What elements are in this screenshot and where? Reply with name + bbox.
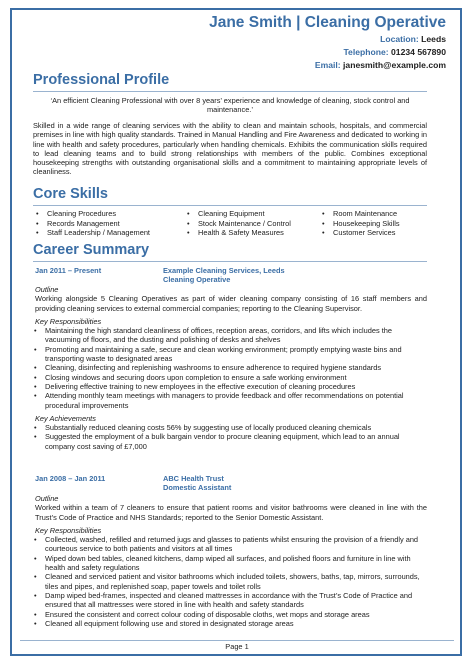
header bbox=[209, 14, 446, 71]
email-label: Email: bbox=[314, 60, 341, 70]
list-item: • Suggested the employment of a bulk bargain vendor to procure cleaning equipment, which lead to an annual company cost saving of £7,000 bbox=[33, 432, 427, 451]
job-2-dates: Jan 2008 – Jan 2011 bbox=[35, 474, 106, 483]
skill-item: • Records Management bbox=[35, 219, 150, 229]
skills-list bbox=[33, 209, 427, 239]
telephone-line bbox=[209, 47, 446, 58]
skills-rule bbox=[33, 205, 427, 206]
job-2-body bbox=[33, 494, 427, 628]
list-item: • Attending monthly team meetings with managers to provide feedback and offer recommendations on potential procedural improvements bbox=[33, 391, 427, 410]
list-item: • Delivering effective training to new employees in the effective execution of cleaning procedures bbox=[33, 382, 427, 391]
location-label: Location: bbox=[380, 34, 419, 44]
job-1-resp-label: Key Responsibilities bbox=[35, 316, 102, 326]
job-1-employer-block bbox=[163, 266, 285, 285]
list-item: • Damp wiped bed-frames, inspected and cleaned mattresses in accordance with the Trust’s Code of Practice and ensured that all mattresses were stored in line with health and safety standards bbox=[33, 591, 427, 610]
profile-rule bbox=[33, 91, 427, 92]
job-2-role: Domestic Assistant bbox=[163, 483, 232, 493]
job-1-body bbox=[33, 285, 427, 451]
career-heading: Career Summary bbox=[33, 242, 150, 258]
list-item: • Maintaining the high standard cleanliness of offices, reception areas, corridors, and lifts which includes the vacuuming of floors, and the dusting and polishing of desks and shelves bbox=[33, 326, 427, 345]
list-item: • Cleaned and serviced patient and visitor bathrooms which included toilets, showers, baths, tap, mirrors, surrounds, tiles and pipes, and replenished soap, paper towels and toilet rolls bbox=[33, 572, 427, 591]
skills-column-3 bbox=[321, 209, 400, 238]
job-1-ach-label: Key Achievements bbox=[35, 413, 96, 423]
skills-heading: Core Skills bbox=[33, 186, 108, 202]
skill-item: • Customer Services bbox=[321, 228, 400, 238]
job-1-header bbox=[33, 266, 427, 286]
job-2-header bbox=[33, 474, 427, 494]
list-item: • Wiped down bed tables, cleaned kitchens, damp wiped all surfaces, and polished floors and furniture in line with health and safety regulations bbox=[33, 554, 427, 573]
location-line bbox=[209, 34, 446, 45]
candidate-name: Jane Smith | Cleaning Operative bbox=[209, 14, 446, 31]
location-value: Leeds bbox=[421, 34, 446, 44]
job-2-resp-label: Key Responsibilities bbox=[35, 525, 102, 535]
profile-heading: Professional Profile bbox=[33, 72, 170, 88]
list-item: • Substantially reduced cleaning costs 56% by suggesting use of locally produced cleaning chemicals bbox=[33, 423, 427, 432]
skill-item: • Health & Safety Measures bbox=[186, 228, 291, 238]
skill-item: • Stock Maintenance / Control bbox=[186, 219, 291, 229]
career-rule bbox=[33, 261, 427, 262]
list-item: • Cleaned all equipment following use and stored in designated storage areas bbox=[33, 619, 427, 628]
profile-body: Skilled in a wide range of cleaning services with the ability to clean and maintain schools, hospitals, and commercial premises in line with high quality standards. Trained in Manual Handling and Fire Awareness and dedicated to working in line with health and safety procedures, particularly when handling chemicals. Exhibits the communication skills required to lead cleaning teams and to build strong relationships with members of the public. Combines exceptional housekeeping strengths with outstanding organisational skills and a commitment to maintaining appropriate levels of cleanliness. bbox=[33, 121, 427, 177]
skills-column-2 bbox=[186, 209, 291, 238]
job-2-employer: ABC Health Trust bbox=[163, 474, 224, 483]
skill-item: • Room Maintenance bbox=[321, 209, 400, 219]
profile-quote: ‘An efficient Cleaning Professional with over 8 years’ experience and knowledge of cleaning, stock control and maintenance.’ bbox=[50, 96, 410, 115]
footer-rule bbox=[20, 640, 454, 641]
job-1-responsibilities bbox=[33, 326, 427, 410]
list-item: • Collected, washed, refilled and returned jugs and glasses to patients whilst ensuring the provision of a friendly and courteous service to both patients and visitors at all times bbox=[33, 535, 427, 554]
page-number: Page 1 bbox=[225, 642, 249, 651]
job-2-outline: Worked within a team of 7 cleaners to ensure that patient rooms and visitor bathrooms were cleaned in line with the Trust’s Code of Practice and NHS Standards; reported to the Senior Domestic Assistant. bbox=[35, 503, 427, 522]
telephone-value: 01234 567890 bbox=[391, 47, 446, 57]
skill-item: • Cleaning Procedures bbox=[35, 209, 150, 219]
email-line bbox=[209, 60, 446, 71]
list-item: • Ensured the consistent and correct colour coding of disposable cloths, wet mops and storage areas bbox=[33, 610, 427, 619]
job-1-employer: Example Cleaning Services, Leeds bbox=[163, 266, 285, 275]
job-2-employer-block bbox=[163, 474, 231, 493]
job-1-outline-label: Outline bbox=[35, 285, 59, 294]
skill-item: • Housekeeping Skills bbox=[321, 219, 400, 229]
job-1-achievements bbox=[33, 423, 427, 451]
job-1-dates: Jan 2011 – Present bbox=[35, 266, 102, 275]
job-2-responsibilities bbox=[33, 535, 427, 628]
list-item: • Promoting and maintaining a safe, secure and clean working environment; promptly emptying waste bins and transporting waste to designated areas bbox=[33, 345, 427, 364]
list-item: • Cleaning, disinfecting and replenishing washrooms to ensure adherence to required hygiene standards bbox=[33, 363, 427, 372]
skills-column-1 bbox=[35, 209, 150, 238]
telephone-label: Telephone: bbox=[343, 47, 389, 57]
job-1-outline: Working alongside 5 Cleaning Operatives as part of wider cleaning company consisting of 16 staff members and providing cleaning services to external commercial companies; reporting to the Cleaning Supervisor. bbox=[35, 294, 427, 313]
email-value: janesmith@example.com bbox=[343, 60, 446, 70]
list-item: • Closing windows and securing doors upon completion to ensure a safe working environment bbox=[33, 373, 427, 382]
job-2-outline-label: Outline bbox=[35, 494, 59, 503]
job-1-role: Cleaning Operative bbox=[163, 275, 231, 285]
skill-item: • Cleaning Equipment bbox=[186, 209, 291, 219]
skill-item: • Staff Leadership / Management bbox=[35, 228, 150, 238]
